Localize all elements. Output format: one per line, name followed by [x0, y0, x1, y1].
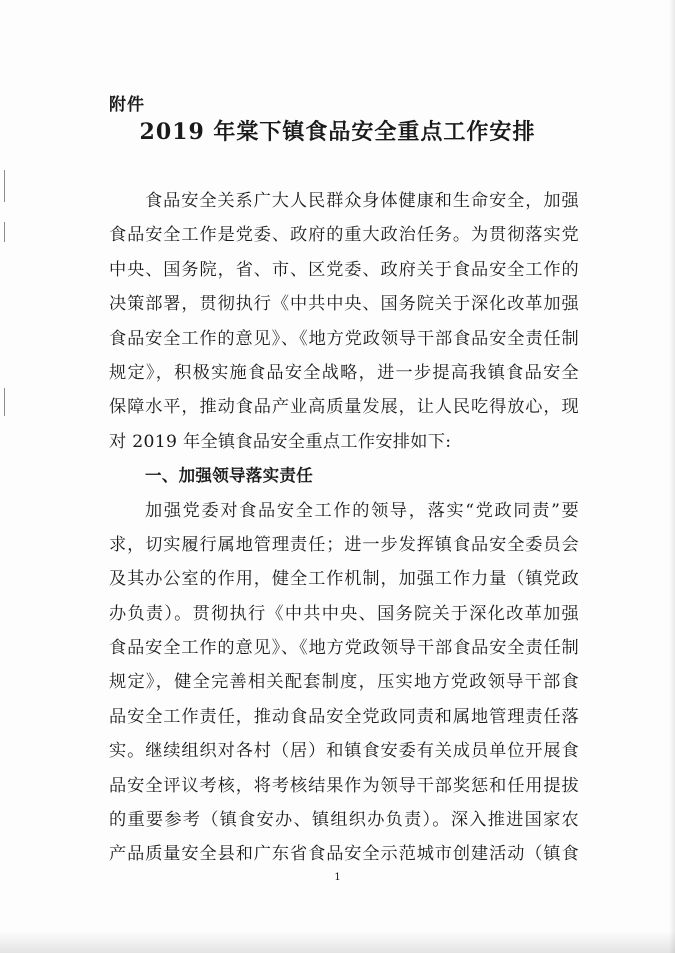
document-title: 2019 年棠下镇食品安全重点工作安排 — [139, 119, 536, 145]
paragraph-2-line: 加强党委对食品安全工作的领导，落实“党政同责”要 — [145, 500, 579, 521]
page-number: 1 — [334, 872, 341, 883]
page-shadow-right — [669, 0, 675, 953]
section-heading: 一、加强领导落实责任 — [145, 466, 313, 486]
paragraph-2-line: 规定》，健全完善相关配套制度，压实地方党政领导干部食 — [109, 672, 579, 693]
paragraph-1-line: 中央、国务院，省、市、区党委、政府关于食品安全工作的 — [109, 259, 579, 280]
paragraph-2-line: 办负责）。贯彻执行《中共中央、国务院关于深化改革加强 — [109, 603, 579, 624]
document-body — [109, 184, 579, 872]
paragraph-1-line: 规定》，积极实施食品安全战略，进一步提高我镇食品安全 — [109, 362, 579, 383]
paragraph-2-line: 品安全工作责任，推动食品安全党政同责和属地管理责任落 — [109, 706, 579, 727]
paragraph-2-line: 实。继续组织对各村（居）和镇食安委有关成员单位开展食 — [109, 741, 579, 762]
paragraph-2-line: 食品安全工作的意见》、《地方党政领导干部食品安全责任制 — [109, 638, 579, 659]
paragraph-1-line: 决策部署，贯彻执行《中共中央、国务院关于深化改革加强 — [109, 294, 579, 315]
scan-edge-mark — [4, 170, 5, 202]
paragraph-1-line: 保障水平，推动食品产业高质量发展，让人民吃得放心，现 — [109, 397, 579, 418]
paragraph-2-line: 品安全评议考核，将考核结果作为领导干部奖惩和任用提拔 — [109, 775, 579, 796]
paragraph-2-line: 产品质量安全县和广东省食品安全示范城市创建活动（镇食 — [109, 844, 579, 865]
attachment-label: 附件 — [109, 95, 145, 115]
paragraph-2-line: 求，切实履行属地管理责任；进一步发挥镇食品安全委员会 — [109, 534, 579, 555]
paragraph-2-line: 及其办公室的作用，健全工作机制，加强工作力量（镇党政 — [109, 569, 579, 590]
scan-edge-mark — [4, 388, 5, 416]
paragraph-1-line: 对 2019 年全镇食品安全重点工作安排如下: — [109, 431, 452, 452]
paragraph-1-line: 食品安全关系广大人民群众身体健康和生命安全，加强 — [145, 191, 579, 211]
paragraph-2-line: 的重要参考（镇食安办、镇组织办负责）。深入推进国家农 — [109, 810, 579, 831]
paragraph-1-line: 食品安全工作的意见》、《地方党政领导干部食品安全责任制 — [109, 328, 579, 349]
scan-edge-mark — [4, 222, 5, 242]
paragraph-1-line: 食品安全工作是党委、政府的重大政治任务。为贯彻落实党 — [109, 225, 579, 246]
page-shadow-bottom — [0, 931, 675, 953]
